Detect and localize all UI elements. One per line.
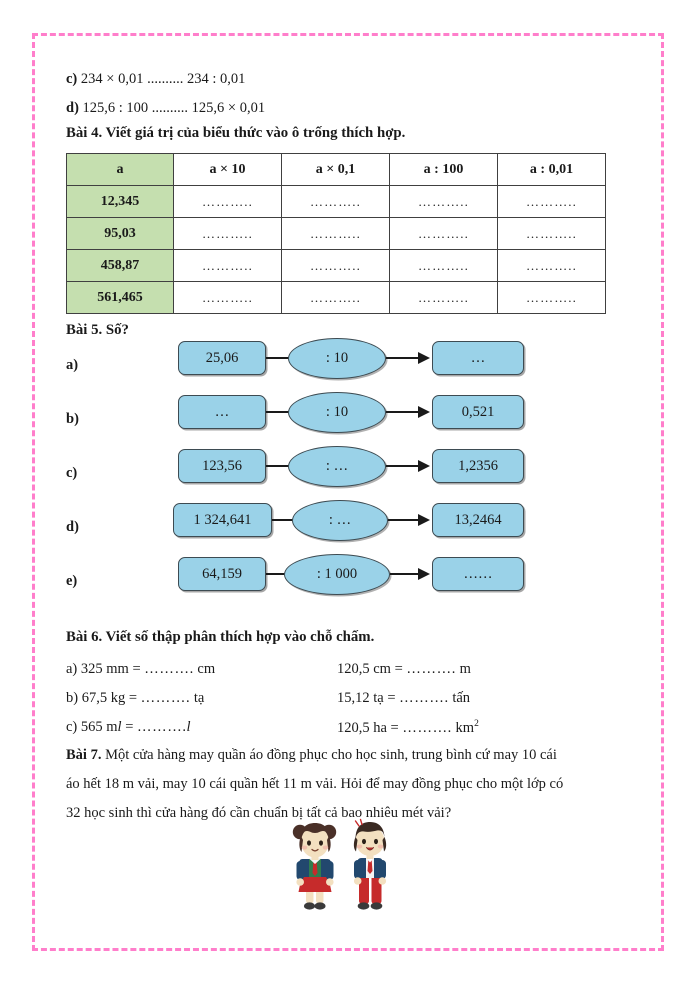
bai7-line-1 — [66, 748, 557, 763]
bai6-item-b-left — [66, 690, 204, 707]
table-cell-blank[interactable]: ……….. — [498, 282, 606, 314]
flow-input-box[interactable]: 25,06 — [178, 341, 266, 375]
bai6-item-c-right-pre: 120,5 ha = — [337, 719, 403, 736]
bai6-heading: Bài 6. Viết số thập phân thích hợp vào chỗ chấm. — [66, 629, 375, 645]
flow-output-box[interactable]: … — [432, 341, 524, 375]
table-header-row — [67, 154, 606, 186]
flow-output-box[interactable]: 1,2356 — [432, 449, 524, 483]
bai6-unit-millilitre: l — [117, 719, 122, 735]
bai6-item-b-left-post: tạ — [190, 690, 205, 706]
table-cell-blank[interactable]: ……….. — [174, 186, 282, 218]
table-header-x01: a × 0,1 — [282, 154, 390, 186]
table-cell-value: 12,345 — [67, 186, 174, 218]
bai5-row-label-a: a) — [66, 357, 79, 373]
flow-output-box[interactable]: 13,2464 — [432, 503, 524, 537]
table-cell-blank[interactable]: ……….. — [390, 218, 498, 250]
bai6-blank[interactable]: ………. — [140, 690, 191, 706]
table-header-d100: a : 100 — [390, 154, 498, 186]
flow-arrow-icon — [418, 568, 430, 580]
table-cell-blank[interactable]: ……….. — [390, 282, 498, 314]
bai7-line-2: áo hết 18 m vải, may 10 cái quần hết 11 m vải. Hỏi để may đồng phục cho một lớp có — [66, 776, 564, 792]
bai7-label: Bài 7. — [66, 747, 102, 763]
flow-arrow-icon — [418, 460, 430, 472]
bai6-item-a-left-post: cm — [193, 661, 216, 677]
table-cell-blank[interactable]: ……….. — [498, 218, 606, 250]
table-cell-blank[interactable]: ……….. — [174, 218, 282, 250]
table-cell-value: 95,03 — [67, 218, 174, 250]
flow-operation-ellipse[interactable]: : 1 000 — [284, 554, 390, 595]
table-cell-blank[interactable]: ……….. — [174, 282, 282, 314]
flow-operation-ellipse[interactable]: : … — [288, 446, 386, 487]
table-cell-blank[interactable]: ……….. — [282, 282, 390, 314]
bai6-blank[interactable]: ………. — [402, 719, 452, 736]
table-cell-blank[interactable]: ……….. — [282, 186, 390, 218]
bai6-item-a-left-pre: 325 mm = — [80, 661, 145, 677]
exercise-item-c-label: c) — [66, 71, 78, 87]
table-cell-blank[interactable]: ……….. — [498, 250, 606, 282]
table-header-x10: a × 10 — [174, 154, 282, 186]
flow-operation-ellipse[interactable]: : … — [292, 500, 388, 541]
flow-arrow-icon — [418, 406, 430, 418]
exercise-item-d — [66, 101, 265, 116]
flow-operation-ellipse[interactable]: : 10 — [288, 392, 386, 433]
exercise-item-c — [66, 72, 245, 87]
table-header-a: a — [67, 154, 174, 186]
bai6-item-a-right-pre: 120,5 cm = — [337, 661, 407, 677]
bai7-line-3: 32 học sinh thì cửa hàng đó cần chuẩn bị tất cả bao nhiêu mét vải? — [66, 805, 452, 821]
bai5-heading: Bài 5. Số? — [66, 322, 129, 338]
bai6-item-a-right — [337, 661, 471, 678]
flow-input-box[interactable]: … — [178, 395, 266, 429]
exercise-item-c-text: 234 × 0,01 .......... 234 : 0,01 — [80, 71, 246, 87]
bai6-blank[interactable]: ………. — [144, 661, 194, 677]
bai4-heading: Bài 4. Viết giá trị của biểu thức vào ô trống thích hợp. — [66, 125, 406, 141]
table-cell-blank[interactable]: ……….. — [390, 250, 498, 282]
bai6-item-c-label: c) — [66, 719, 78, 735]
bai6-item-c-left-pre: 565 m — [80, 719, 118, 735]
exercise-item-d-text: 125,6 : 100 .......... 125,6 × 0,01 — [82, 100, 266, 116]
bai6-item-b-left-pre: 67,5 kg = — [81, 690, 141, 706]
bai5-row-label-d: d) — [66, 519, 79, 535]
table-row — [67, 218, 606, 250]
students-illustration-svg — [283, 818, 413, 923]
table-cell-value: 561,465 — [67, 282, 174, 314]
bai6-item-a-right-post: m — [455, 661, 471, 677]
bai6-blank[interactable]: ………. — [406, 661, 456, 677]
table-cell-blank[interactable]: ……….. — [498, 186, 606, 218]
bai6-item-b-label: b) — [66, 690, 79, 706]
boy-figure — [354, 820, 386, 910]
girl-figure — [293, 823, 336, 910]
flow-operation-ellipse[interactable]: : 10 — [288, 338, 386, 379]
table-cell-value: 458,87 — [67, 250, 174, 282]
table-cell-blank[interactable]: ……….. — [174, 250, 282, 282]
exercise-item-d-label: d) — [66, 100, 79, 116]
flow-input-box[interactable]: 64,159 — [178, 557, 266, 591]
bai6-item-b-right-post: tấn — [448, 690, 471, 706]
bai6-item-c-left-mid: = — [121, 719, 138, 735]
bai6-unit-litre: l — [186, 719, 191, 735]
table-cell-blank[interactable]: ……….. — [282, 250, 390, 282]
bai6-item-b-right-pre: 15,12 tạ = — [337, 690, 400, 706]
flow-output-box[interactable]: …… — [432, 557, 524, 591]
bai5-row-label-b: b) — [66, 411, 79, 427]
table-row — [67, 186, 606, 218]
bai7-text-line-1: Một cửa hàng may quần áo đồng phục cho học sinh, trung bình cứ may 10 cái — [105, 747, 557, 763]
bai6-item-a-left — [66, 661, 215, 678]
flow-input-box[interactable]: 1 324,641 — [173, 503, 272, 537]
bai6-item-c-left — [66, 719, 191, 736]
table-header-d001: a : 0,01 — [498, 154, 606, 186]
bai5-row-label-e: e) — [66, 573, 78, 589]
flow-arrow-icon — [418, 514, 430, 526]
table-row — [67, 282, 606, 314]
bai6-item-c-right — [337, 719, 479, 737]
bai6-item-a-label: a) — [66, 661, 78, 677]
bai4-table — [66, 153, 606, 314]
bai6-blank[interactable]: ………. — [137, 719, 187, 735]
flow-output-box[interactable]: 0,521 — [432, 395, 524, 429]
table-cell-blank[interactable]: ……….. — [390, 186, 498, 218]
bai6-superscript-2: 2 — [474, 719, 479, 729]
bai5-row-label-c: c) — [66, 465, 78, 481]
students-illustration — [283, 818, 413, 923]
bai6-item-c-right-post: km — [451, 719, 475, 736]
flow-input-box[interactable]: 123,56 — [178, 449, 266, 483]
flow-arrow-icon — [418, 352, 430, 364]
table-cell-blank[interactable]: ……….. — [282, 218, 390, 250]
table-row — [67, 250, 606, 282]
bai6-blank[interactable]: ………. — [399, 690, 449, 706]
bai6-item-b-right — [337, 690, 470, 707]
